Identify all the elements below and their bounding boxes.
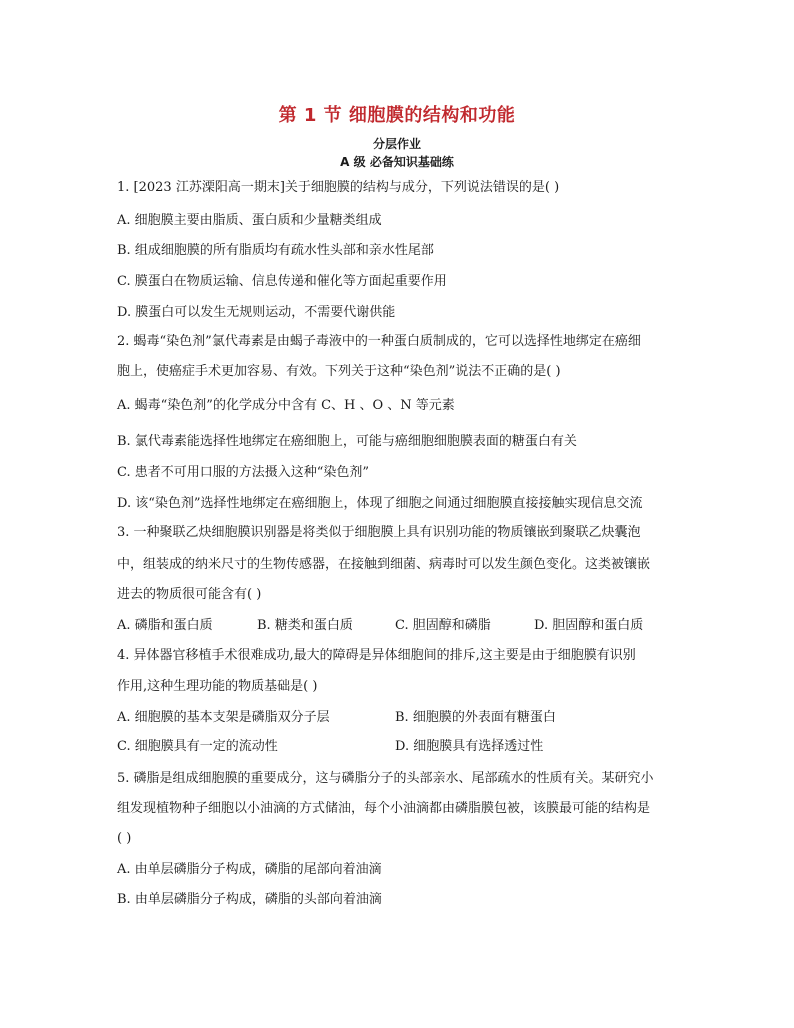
- question-2-stem-line-1: 2. 蝎毒“染色剂”氯代毒素是由蝎子毒液中的一种蛋白质制成的，它可以选择性地绑定在癌细: [117, 334, 641, 349]
- section-subtitle: 分层作业: [372, 137, 421, 151]
- page-title: 第 1 节 细胞膜的结构和功能: [278, 105, 516, 126]
- question-2-option-b: B. 氯代毒素能选择性地绑定在癌细胞上，可能与癌细胞细胞膜表面的糖蛋白有关: [117, 434, 577, 449]
- question-1-option-a: A. 细胞膜主要由脂质、蛋白质和少量糖类组成: [117, 213, 382, 228]
- question-4-stem-line-2: 作用,这种生理功能的物质基础是( ): [117, 679, 318, 694]
- question-5-stem-line-3: ( ): [117, 831, 132, 846]
- question-2-option-a: A. 蝎毒“染色剂”的化学成分中含有 C、H 、O 、N 等元素: [117, 398, 455, 413]
- question-1-option-c: C. 膜蛋白在物质运输、信息传递和催化等方面起重要作用: [117, 274, 447, 289]
- question-4-option-c: C. 细胞膜具有一定的流动性: [117, 739, 278, 754]
- question-4-option-b: B. 细胞膜的外表面有糖蛋白: [395, 710, 556, 725]
- question-2-option-d: D. 该“染色剂”选择性地绑定在癌细胞上，体现了细胞之间通过细胞膜直接接触实现信息交流: [117, 496, 643, 511]
- question-3-stem-line-2: 中，组装成的纳米尺寸的生物传感器，在接触到细菌、病毒时可以发生颜色变化。这类被镶嵌: [117, 557, 651, 572]
- question-2-stem-line-2: 胞上，使癌症手术更加容易、有效。下列关于这种“染色剂”说法不正确的是( ): [117, 364, 561, 379]
- question-3-option-d: D. 胆固醇和蛋白质: [534, 618, 644, 633]
- question-4-option-d: D. 细胞膜具有选择透过性: [395, 739, 544, 754]
- question-5-stem-line-2: 组发现植物种子细胞以小油滴的方式储油，每个小油滴都由磷脂膜包被，该膜最可能的结构是: [117, 801, 651, 816]
- level-heading: A 级 必备知识基础练: [340, 155, 454, 169]
- question-1-option-d: D. 膜蛋白可以发生无规则运动，不需要代谢供能: [117, 305, 396, 320]
- question-5-stem-line-1: 5. 磷脂是组成细胞膜的重要成分，这与磷脂分子的头部亲水、尾部疏水的性质有关。某研究小: [117, 771, 654, 786]
- question-3-option-a: A. 磷脂和蛋白质: [117, 618, 213, 633]
- question-5-option-a: A. 由单层磷脂分子构成，磷脂的尾部向着油滴: [117, 862, 382, 877]
- question-3-stem-line-3: 进去的物质很可能含有( ): [117, 587, 262, 602]
- question-4-option-a: A. 细胞膜的基本支架是磷脂双分子层: [117, 710, 330, 725]
- question-3-option-b: B. 糖类和蛋白质: [257, 618, 353, 633]
- question-1-stem: 1. [2023 江苏溧阳高一期末]关于细胞膜的结构与成分，下列说法错误的是( ): [117, 180, 560, 195]
- question-1-option-b: B. 组成细胞膜的所有脂质均有疏水性头部和亲水性尾部: [117, 243, 434, 258]
- question-5-option-b: B. 由单层磷脂分子构成，磷脂的头部向着油滴: [117, 892, 382, 907]
- question-4-stem-line-1: 4. 异体器官移植手术很难成功,最大的障碍是异体细胞间的排斥,这主要是由于细胞膜有识别: [117, 648, 636, 663]
- question-2-option-c: C. 患者不可用口服的方法摄入这种“染色剂”: [117, 465, 370, 480]
- question-3-option-c: C. 胆固醇和磷脂: [395, 618, 491, 633]
- question-3-stem-line-1: 3. 一种聚联乙炔细胞膜识别器是将类似于细胞膜上具有识别功能的物质镶嵌到聚联乙炔囊泡: [117, 525, 641, 540]
